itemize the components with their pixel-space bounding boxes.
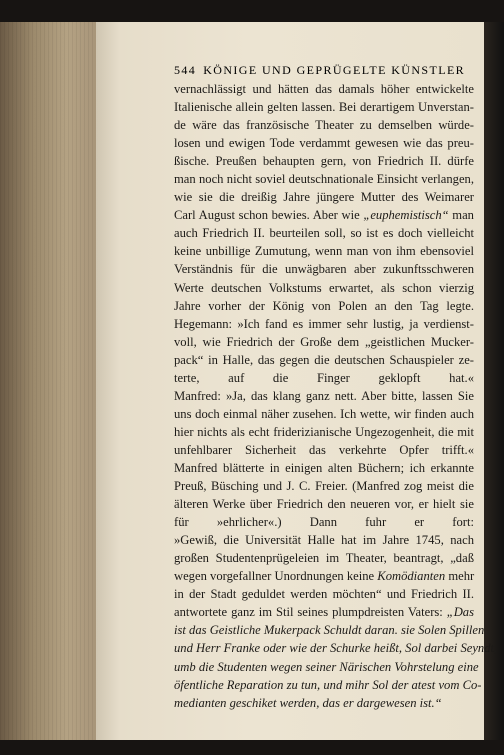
text-segment: Werte deutschen Volkstums erwartet, als schon vierzig xyxy=(174,280,474,295)
text-line xyxy=(174,423,474,441)
text-line xyxy=(174,333,474,351)
text-segment: „euphemistisch“ xyxy=(363,208,449,223)
text-segment: pack“ in Halle, das gegen die deutschen Schauspieler ze- xyxy=(174,352,474,367)
text-line xyxy=(174,441,474,459)
text-line xyxy=(174,98,474,116)
text-segment: de wäre das französische Theater zu demselben würde- xyxy=(174,118,474,133)
text-line xyxy=(174,621,485,639)
text-segment: Manfred blätterte in einigen alten Büchern; ich erkannte xyxy=(174,460,474,475)
text-line xyxy=(174,297,474,315)
text-line xyxy=(174,658,479,676)
text-segment: unfehlbarer Sicherheit das verkehrte Opfer trifft.« xyxy=(174,442,474,457)
text-segment: Carl August schon bewies. Aber wie xyxy=(174,208,364,223)
text-line xyxy=(174,694,474,712)
text-segment: Italienische allein gelten lassen. Bei derartigem Unverstan- xyxy=(174,100,474,115)
text-segment: „Das xyxy=(446,605,474,620)
text-line xyxy=(174,585,474,603)
text-line xyxy=(174,242,474,260)
text-segment: für »ehrlicher«.) Dann fuhr er fort: xyxy=(174,515,474,530)
text-segment: älteren Werke über Friedrich den neueren vor, er hielt sie xyxy=(174,497,474,512)
text-segment: Verständnis für die unwägbaren aber zukunftsschweren xyxy=(174,262,474,277)
text-line xyxy=(174,676,482,694)
text-line xyxy=(174,279,474,297)
text-segment: auch Friedrich II. beurteilen soll, so ist es doch vielleicht xyxy=(174,226,474,241)
text-line xyxy=(174,260,474,278)
text-segment: terte, auf die Finger geklopft hat.« xyxy=(174,370,474,385)
text-segment: in der Stadt geduldet werden möchten“ und Friedrich II. xyxy=(174,587,474,602)
text-segment: öfentliche Reparation zu tun, und mihr Sol der atest vom Co- xyxy=(174,677,482,692)
text-line xyxy=(174,405,474,423)
text-segment: wegen vorgefallner Unordnungen keine xyxy=(174,569,378,584)
running-header xyxy=(174,63,474,79)
text-line xyxy=(174,80,474,98)
text-segment: man noch nicht soviel deutschnationale Einsicht verlangen, xyxy=(174,172,474,187)
text-segment: losen und ewigen Tode verdammt gewesen wie das preu- xyxy=(174,136,474,151)
text-line xyxy=(174,387,474,405)
text-segment: Manfred: »Ja, das klang ganz nett. Aber bitte, lassen Sie xyxy=(174,388,474,403)
text-segment: Preuß, Büsching und J. C. Freier. (Manfred zog meist die xyxy=(174,479,474,494)
text-segment: hier nichts als echt friderizianische Ungezogenheit, die mit xyxy=(174,424,474,439)
text-line xyxy=(174,639,498,657)
text-line xyxy=(174,134,474,152)
text-segment: man xyxy=(448,208,474,223)
text-line xyxy=(174,495,474,513)
text-segment: »Gewiß, die Universität Halle hat im Jahre 1745, nach xyxy=(174,533,474,548)
text-segment: mehr xyxy=(445,569,475,584)
text-line xyxy=(174,531,474,549)
text-line xyxy=(174,206,474,224)
text-segment: wie sie die dreißig Jahre jüngere Mutter des Weimarer xyxy=(174,190,474,205)
running-title: KÖNIGE UND GEPRÜGELTE KÜNSTLER xyxy=(203,63,466,77)
page-number: 544 xyxy=(174,63,197,77)
text-line xyxy=(174,351,474,369)
text-segment: vernachlässigt und hätten das damals höher entwickelte xyxy=(174,82,474,96)
text-line xyxy=(174,477,474,495)
text-line xyxy=(174,603,474,621)
text-line xyxy=(174,513,474,531)
text-segment: voll, wie Friedrich der Große dem „geistlichen Mucker- xyxy=(174,334,474,349)
text-segment: uns doch einmal näher zusehen. Ich wette, wir finden auch xyxy=(174,406,474,421)
text-line xyxy=(174,459,474,477)
body-text xyxy=(174,80,498,712)
book-page-edges xyxy=(0,22,96,740)
text-segment: antwortete ganz im Stil seines plumpdreisten Vaters: xyxy=(174,605,447,620)
text-line xyxy=(174,369,474,387)
text-segment: umb die Studenten wegen seiner Närischen Vohrstelung eine xyxy=(174,659,479,674)
text-segment: ßische. Preußen behaupten gern, von Friedrich II. dürfe xyxy=(174,154,474,169)
text-line xyxy=(174,567,474,585)
text-line xyxy=(174,315,474,333)
text-line xyxy=(174,152,474,170)
text-segment: Jahre vorher der König von Polen an den Tag legte. xyxy=(174,298,474,313)
page-shadow xyxy=(484,22,504,740)
text-segment: ist das Geistliche Mukerpack Schuldt daran. sie Solen Spillen xyxy=(174,623,485,638)
text-segment: Komödianten xyxy=(377,569,446,584)
text-line xyxy=(174,224,474,242)
text-segment: medianten geschiket werden, das er dargewesen ist.“ xyxy=(174,695,442,710)
text-line xyxy=(174,549,474,567)
text-segment: großen Studentenprügeleien im Theater, beantragt, „daß xyxy=(174,551,474,566)
text-line xyxy=(174,170,474,188)
text-segment: keine unbillige Zumutung, wenn man von ihm ebensoviel xyxy=(174,244,474,259)
text-line xyxy=(174,188,474,206)
text-line xyxy=(174,116,474,134)
text-segment: Hegemann: »Ich fand es immer sehr lustig, ja verdienst- xyxy=(174,316,474,331)
text-segment: und Herr Franke oder wie der Schurke heißt, Sol darbei Seyndt, xyxy=(174,641,498,656)
